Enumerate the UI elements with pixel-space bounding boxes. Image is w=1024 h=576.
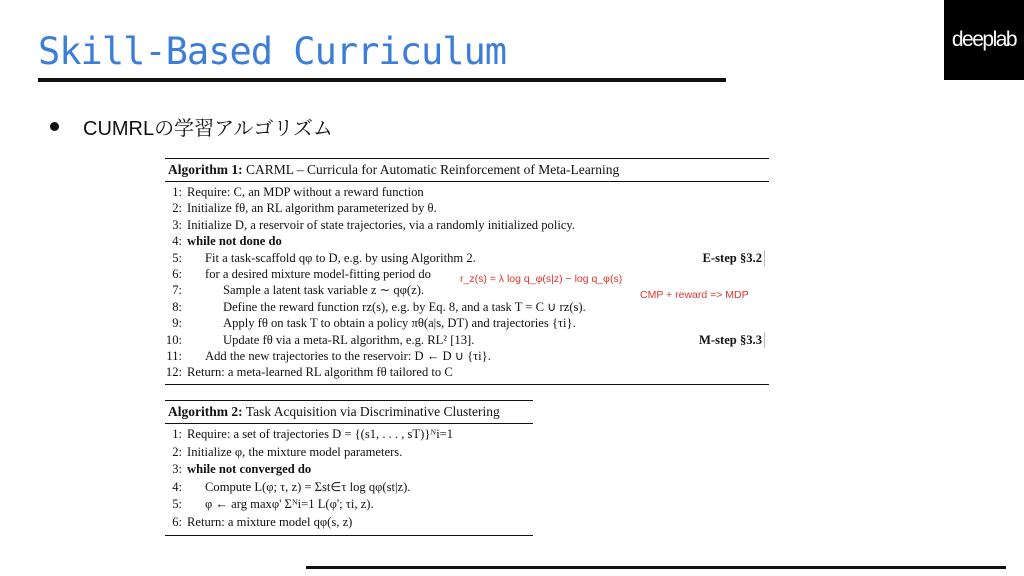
line-text: Require: C, an MDP without a reward function bbox=[187, 185, 424, 199]
line-text: Apply fθ on task T to obtain a policy πθ(a|s, DT) and trajectories {τi}. bbox=[223, 316, 576, 331]
algo2-line bbox=[165, 461, 533, 479]
algorithm-1-header bbox=[165, 158, 769, 182]
algorithm-2-body bbox=[165, 424, 533, 536]
line-text: Add the new trajectories to the reservoir: D ← D ∪ {τi}. bbox=[205, 348, 491, 363]
line-number: 1: bbox=[172, 185, 182, 199]
algo2-line bbox=[165, 444, 533, 462]
algorithm-2-label: Algorithm 2: bbox=[168, 404, 243, 419]
line-number: 6: bbox=[172, 266, 182, 281]
line-number: 1: bbox=[172, 427, 182, 441]
algo2-line bbox=[165, 479, 533, 497]
line-number: 7: bbox=[172, 283, 182, 298]
line-number: 5: bbox=[172, 250, 182, 265]
line-text: Return: a mixture model qφ(s, z) bbox=[187, 514, 353, 529]
line-number: 4: bbox=[172, 479, 182, 494]
line-number: 3: bbox=[172, 462, 182, 477]
line-number: 12: bbox=[165, 365, 182, 380]
algorithm-2-header bbox=[165, 400, 533, 424]
line-number: 3: bbox=[172, 217, 182, 232]
algo2-line bbox=[165, 496, 533, 514]
line-number: 2: bbox=[172, 201, 182, 216]
line-text: Return: a meta-learned RL algorithm fθ tailored to C bbox=[187, 365, 453, 380]
line-number: 9: bbox=[172, 316, 182, 331]
line-number: 2: bbox=[172, 444, 182, 459]
line-text: for a desired mixture model-fitting period do bbox=[205, 266, 431, 281]
mstep-tag: M-step §3.3 bbox=[697, 332, 765, 348]
algorithm-2-box bbox=[165, 400, 533, 536]
algo1-line bbox=[165, 233, 769, 249]
algorithm-2-title: Task Acquisition via Discriminative Clustering bbox=[245, 404, 500, 419]
algo1-line bbox=[165, 200, 769, 216]
title-underline bbox=[38, 78, 726, 82]
algo1-line bbox=[165, 348, 769, 364]
bullet-item bbox=[50, 112, 333, 141]
algorithm-1-title: CARML – Curricula for Automatic Reinforcement of Meta-Learning bbox=[246, 162, 620, 177]
line-number: 10: bbox=[165, 332, 182, 347]
algorithm-1-label: Algorithm 1: bbox=[168, 162, 243, 177]
bullet-dot-icon bbox=[50, 122, 59, 131]
algo1-line bbox=[165, 250, 769, 266]
line-text: while not converged do bbox=[187, 462, 312, 477]
line-number: 4: bbox=[172, 234, 182, 249]
line-number: 6: bbox=[172, 514, 182, 529]
algo1-line bbox=[165, 217, 769, 233]
algo1-line bbox=[165, 299, 769, 315]
algorithm-1-box bbox=[165, 158, 769, 385]
line-text: Initialize φ, the mixture model parameters. bbox=[187, 444, 403, 459]
line-number: 8: bbox=[172, 299, 182, 314]
line-text: while not done do bbox=[187, 234, 282, 249]
line-text: Compute L(φ; τ, z) = Σst∈τ log qφ(st|z). bbox=[205, 479, 411, 494]
estep-tag: E-step §3.2 bbox=[701, 250, 765, 266]
line-number: 11: bbox=[166, 348, 182, 363]
line-text: φ ← arg maxφ' Σᴺi=1 L(φ'; τi, z). bbox=[205, 497, 374, 512]
algo1-line bbox=[165, 184, 769, 200]
line-number: 5: bbox=[172, 497, 182, 512]
algo1-line bbox=[165, 332, 769, 348]
algo1-line bbox=[165, 364, 769, 380]
line-text: Initialize D, a reservoir of state trajectories, via a randomly initialized policy. bbox=[187, 217, 576, 232]
algo2-line bbox=[165, 514, 533, 532]
line-text: Sample a latent task variable z ∼ qφ(z). bbox=[223, 283, 425, 298]
slide-title: Skill-Based Curriculum bbox=[38, 30, 507, 73]
deeplab-logo: deeplab bbox=[944, 0, 1024, 80]
task-annotation: CMP + reward => MDP bbox=[640, 289, 749, 301]
algo1-line bbox=[165, 315, 769, 331]
footer-rule bbox=[306, 566, 1006, 569]
line-text: Update fθ via a meta-RL algorithm, e.g. RL² [13]. bbox=[223, 332, 475, 347]
algo2-line bbox=[165, 426, 533, 444]
line-text: Require: a set of trajectories D = {(s1, . . . , sT)}ᴺi=1 bbox=[187, 427, 454, 441]
line-text: Initialize fθ, an RL algorithm parameterized by θ. bbox=[187, 201, 437, 216]
reward-annotation: r_z(s) = λ log q_φ(s|z) − log q_φ(s) bbox=[460, 273, 623, 285]
bullet-text: CUMRLの学習アルゴリズム bbox=[83, 118, 333, 140]
line-text: Fit a task-scaffold qφ to D, e.g. by using Algorithm 2. bbox=[205, 250, 476, 265]
line-text: Define the reward function rz(s), e.g. by Eq. 8, and a task T = C ∪ rz(s). bbox=[223, 299, 586, 314]
